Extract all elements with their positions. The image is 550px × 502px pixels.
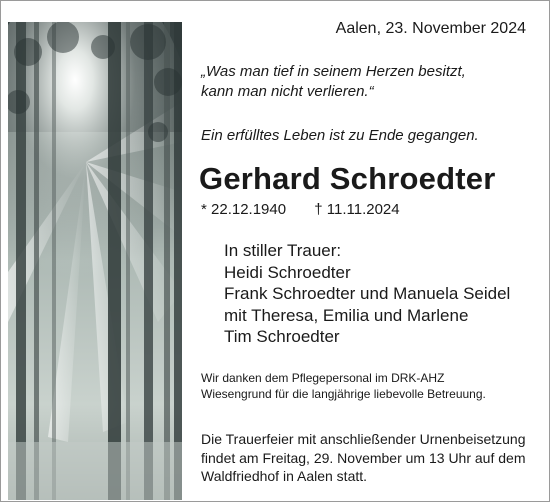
mourner-name: Frank Schroedter und Manuela Seidel bbox=[224, 284, 511, 303]
mourner-name: mit Theresa, Emilia und Marlene bbox=[224, 305, 469, 325]
quote-line: „Was man tief in seinem Herzen besitzt, bbox=[201, 63, 466, 80]
death-date: † 11.11.2024 bbox=[314, 201, 400, 218]
funeral-info bbox=[201, 430, 526, 486]
mourners-block bbox=[224, 240, 510, 348]
funeral-line: Die Trauerfeier mit anschließender Urnenbeisetzung bbox=[201, 431, 526, 447]
forest-sunbeam-photo bbox=[8, 22, 182, 500]
mourner-name: Heidi Schroedter bbox=[224, 262, 351, 282]
birth-date: * 22.12.1940 bbox=[201, 201, 287, 218]
thanks-note bbox=[201, 370, 486, 402]
funeral-line: findet am Freitag, 29. November um 13 Uhr auf dem bbox=[201, 449, 526, 466]
thanks-line: Wir danken dem Pflegepersonal im DRK-AHZ bbox=[201, 371, 445, 385]
deceased-name: Gerhard Schroedter bbox=[199, 161, 496, 196]
life-dates bbox=[201, 201, 400, 218]
life-statement: Ein erfülltes Leben ist zu Ende gegangen. bbox=[201, 127, 479, 144]
mourner-name: Tim Schroedter bbox=[224, 327, 340, 346]
funeral-line: Waldfriedhof in Aalen statt. bbox=[201, 468, 368, 484]
quote-line: kann man nicht verlieren.“ bbox=[201, 83, 374, 100]
memorial-quote bbox=[201, 62, 466, 102]
thanks-line: Wiesengrund für die langjährige liebevolle Betreuung. bbox=[201, 387, 486, 401]
place-date: Aalen, 23. November 2024 bbox=[335, 20, 526, 37]
mourners-intro: In stiller Trauer: bbox=[224, 241, 342, 260]
